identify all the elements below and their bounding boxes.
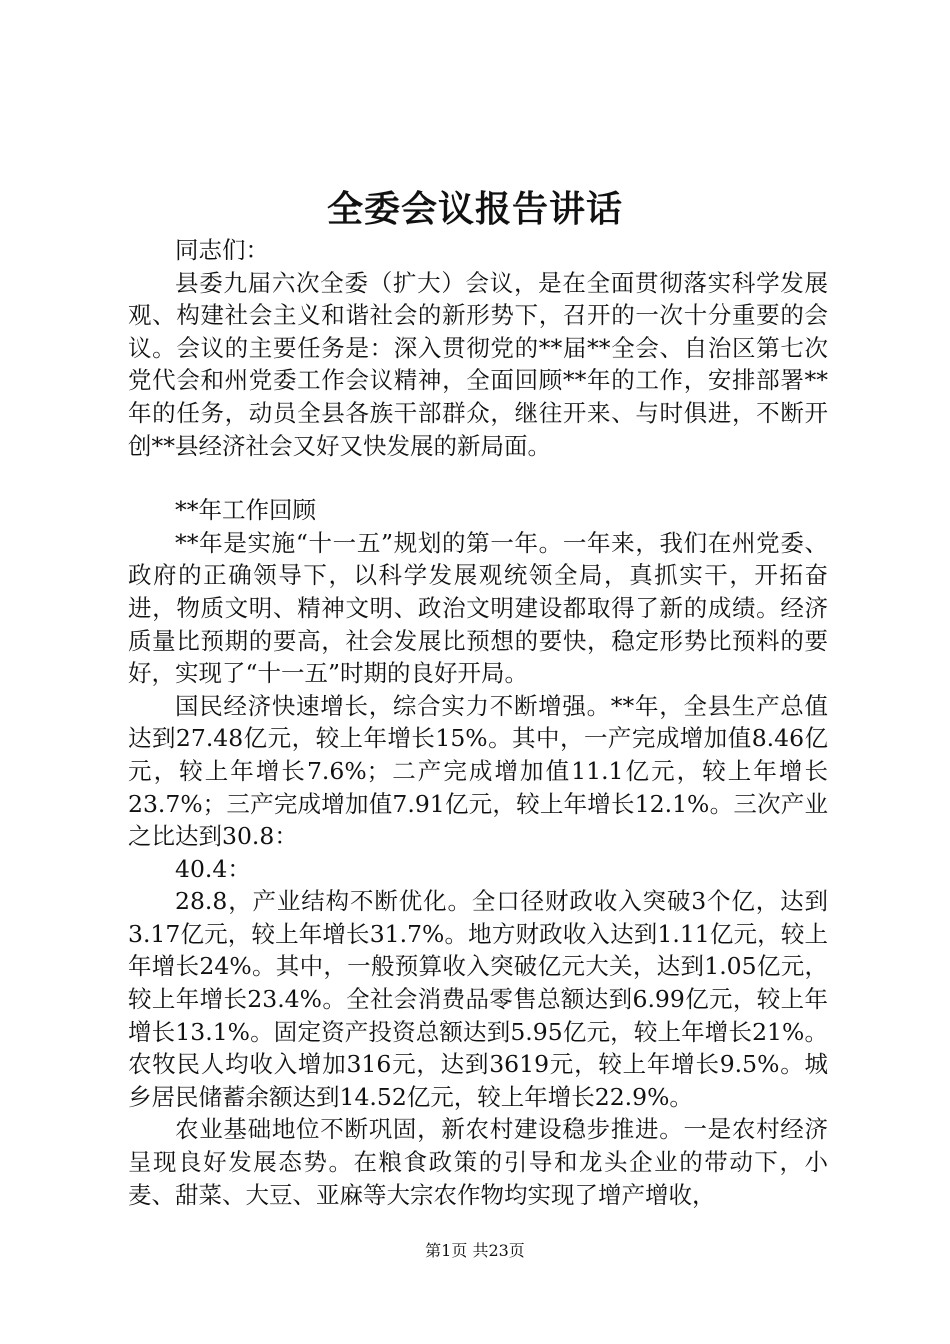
salutation: 同志们： bbox=[175, 236, 269, 264]
paragraph-agriculture: 农业基础地位不断巩固，新农村建设稳步推进。一是农村经济呈现良好发展态势。在粮食政策的引导和龙头企业的带动下，小麦、甜菜、大豆、亚麻等大宗农作物均实现了增产增收， bbox=[128, 1115, 828, 1209]
paragraph-finance: 28.8，产业结构不断优化。全口径财政收入突破3个亿，达到3.17亿元，较上年增长31.7%。地方财政收入达到1.11亿元，较上年增长24%。其中，一般预算收入突破亿元大关，达到1.05亿元，较上年增长23.4%。全社会消费品零售总额达到6.99亿元，较上年增长13.1%。固定资产投资总额达到5.95亿元，较上年增长21%。农牧民人均收入增加316元，达到3619元，较上年增长9.5%。城乡居民储蓄余额达到14.52亿元，较上年增长22.9%。 bbox=[128, 887, 828, 1111]
document-title: 全委会议报告讲话 bbox=[326, 188, 623, 230]
section-heading: **年工作回顾 bbox=[175, 496, 316, 525]
page-number: 第1页 共23页 bbox=[425, 1241, 525, 1260]
paragraph-economy: 国民经济快速增长，综合实力不断增强。**年，全县生产总值达到27.48亿元，较上年增长15%。其中，一产完成增加值8.46亿元，较上年增长7.6%；二产完成增加值11.1亿元，较上年增长23.7%；三产完成增加值7.91亿元，较上年增长12.1%。三次产业之比达到30.8： bbox=[128, 691, 828, 851]
paragraph-gap bbox=[128, 462, 828, 494]
document-body bbox=[128, 234, 828, 1211]
paragraph-review: **年是实施“十一五”规划的第一年。一年来，我们在州党委、政府的正确领导下，以科学发展观统领全局，真抓实干，开拓奋进，物质文明、精神文明、政治文明建设都取得了新的成绩。经济质量比预期的要高，社会发展比预想的要快，稳定形势比预料的要好，实现了“十一五”时期的良好开局。 bbox=[128, 528, 828, 688]
paragraph-ratio-fragment: 40.4： bbox=[175, 854, 251, 883]
paragraph-intro: 县委九届六次全委（扩大）会议，是在全面贯彻落实科学发展观、构建社会主义和谐社会的新形势下，召开的一次十分重要的会议。会议的主要任务是：深入贯彻党的**届**全会、自治区第七次党代会和州党委工作会议精神，全面回顾**年的工作，安排部署**年的任务，动员全县各族干部群众，继往开来、与时俱进，不断开创**县经济社会又好又快发展的新局面。 bbox=[128, 268, 828, 460]
